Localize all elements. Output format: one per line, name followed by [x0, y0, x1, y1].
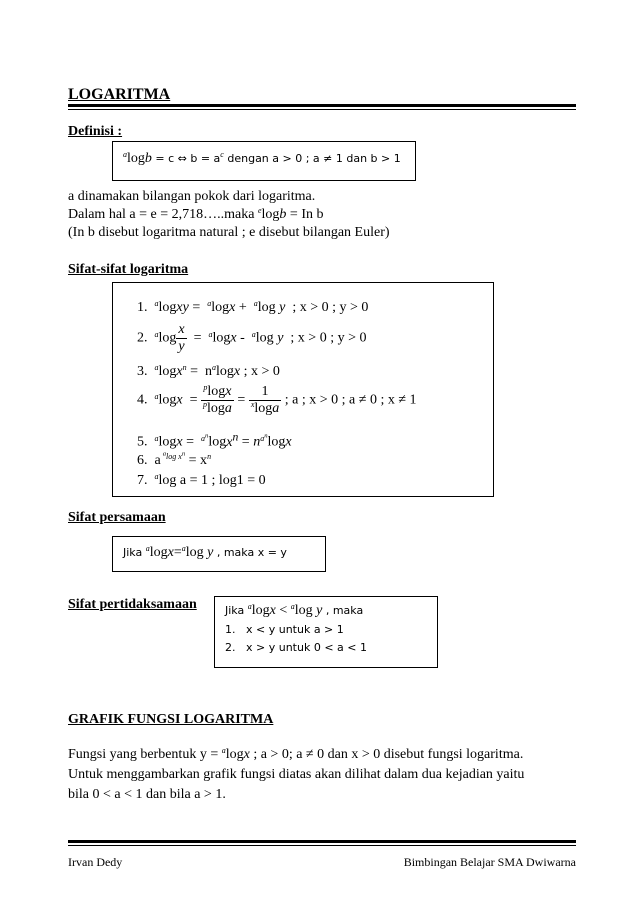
persamaan-formula: Jika $^a$logx=$^a$log y , maka x = y	[123, 544, 287, 560]
sifat-item-4: 4. $^a$logx = $\frac{^p\log x}{^p\log a}$ = $\frac{1}{^x\log a}$ ; a ; x > 0 ; a ≠ 0 ; x ≠ 1	[137, 383, 417, 416]
pertidaksamaan-line2: 2. x > y untuk 0 < a < 1	[225, 641, 367, 654]
sifat-item-2: 2. $^a$log $\frac{x}{y}$ = $^a$logx - $^a$log y ; x > 0 ; y > 0	[137, 322, 367, 354]
grafik-p2: Untuk menggambarkan grafik fungsi diatas akan dilihat dalam dua kejadian yaitu	[68, 767, 525, 782]
pertidaksamaan-formula: Jika $^a$logx < $^a$log y , maka	[225, 602, 364, 618]
sifat-item-7: 7. $^a$log a = 1 ; log1 = 0	[137, 472, 266, 488]
sifat-item-1: 1. $^a$logxy = $^a$logx + $^a$log y ; x > 0 ; y > 0	[137, 299, 369, 315]
definisi-formula: $^a$logb = c ⇔ $b = a^c$ dengan a > 0 ; a ≠ 1 dan b > 1	[123, 150, 401, 166]
definisi-line1: a dinamakan bilangan pokok dari logaritma.	[68, 189, 316, 204]
pertidaksamaan-heading: Sifat pertidaksamaan	[68, 597, 197, 612]
footer-rule-thin	[68, 845, 576, 846]
persamaan-heading: Sifat persamaan	[68, 510, 166, 525]
grafik-p1: Fungsi yang berbentuk y = $^a$logx ; a > 0; a ≠ 0 dan x > 0 disebut fungsi logaritma.	[68, 746, 524, 762]
definisi-box	[112, 141, 416, 181]
footer-rule	[68, 840, 576, 843]
grafik-p3: bila 0 < a < 1 dan bila a > 1.	[68, 787, 226, 802]
persamaan-box	[112, 536, 326, 572]
footer-author: Irvan Dedy	[68, 855, 123, 869]
page-title: LOGARITMA	[68, 86, 171, 103]
sifat-item-5: 5. $^a\log x = ^{a^n}\log x^n = n^{a^n}\log x$	[137, 430, 292, 450]
pertidaksamaan-box	[214, 596, 438, 668]
definisi-line3: (In b disebut logaritma natural ; e disebut bilangan Euler)	[68, 225, 390, 240]
grafik-heading: GRAFIK FUNGSI LOGARITMA	[68, 712, 274, 727]
title-rule	[68, 104, 576, 107]
definisi-heading: Definisi :	[68, 124, 123, 139]
sifat-item-6: 6. a $^{^alog x^n} = x^n$	[137, 450, 212, 468]
title-rule-thin	[68, 109, 576, 110]
footer-publisher: Bimbingan Belajar SMA Dwiwarna	[403, 855, 576, 869]
definisi-line2: Dalam hal a = e = 2,718…..maka $^e$logb = In b	[68, 206, 324, 222]
sifat-item-3: 3. $^a\log x^n = n^a\log x$ ; x > 0	[137, 363, 280, 379]
pertidaksamaan-line1: 1. x < y untuk a > 1	[225, 623, 344, 636]
sifat-heading: Sifat-sifat logaritma	[68, 262, 189, 277]
